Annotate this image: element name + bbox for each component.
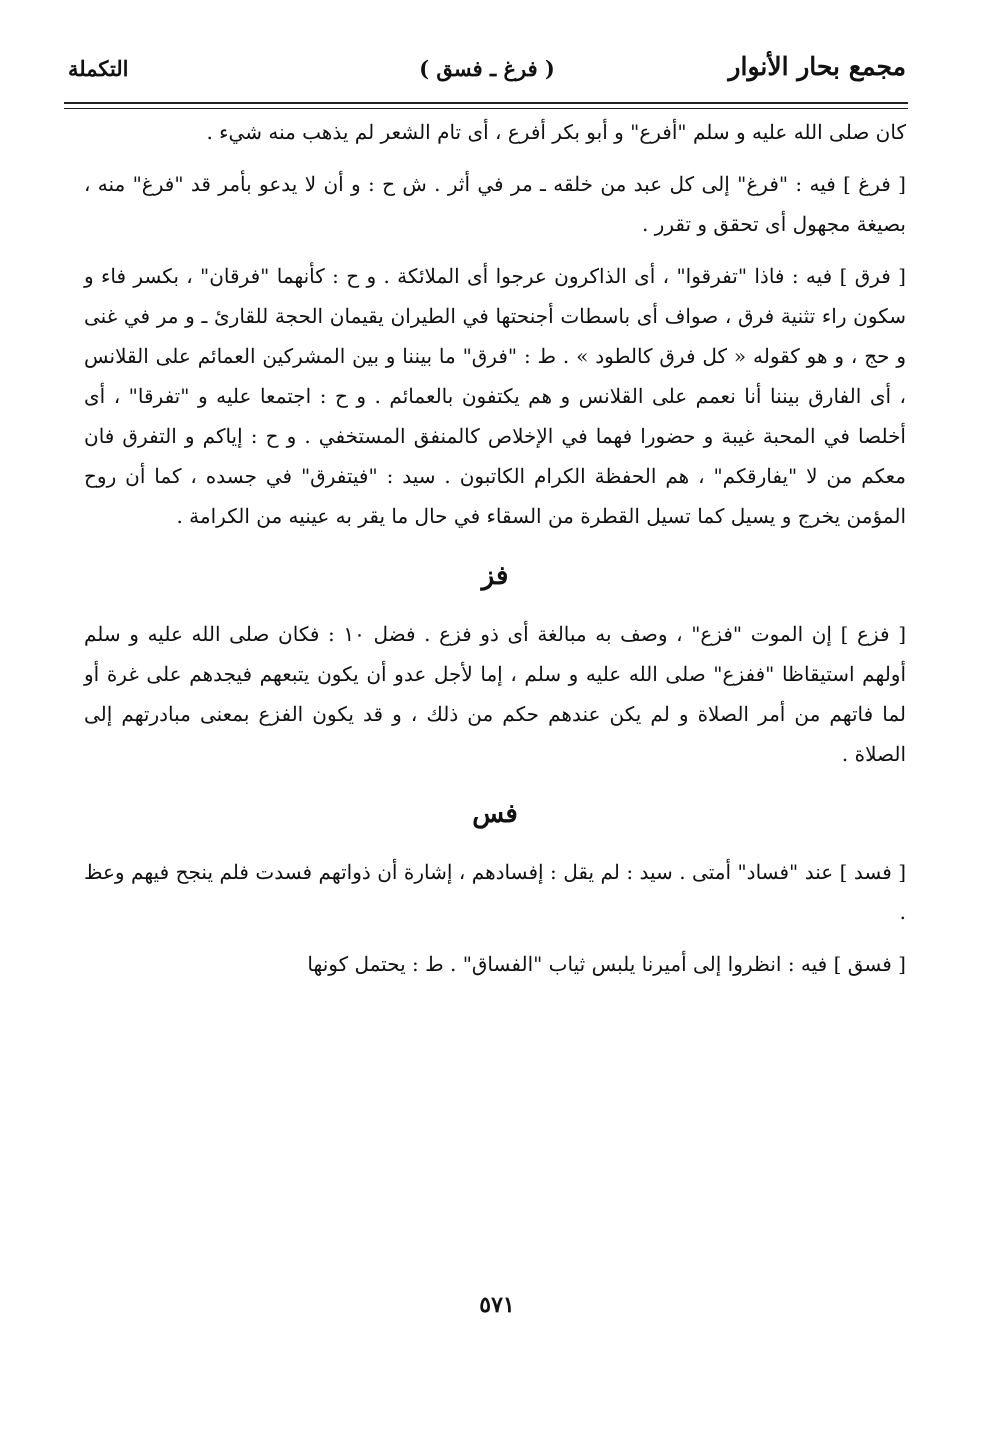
paragraph: [ فسق ] فيه : انظروا إلى أميرنا يلبس ثياب "الفساق" . ط : يحتمل كونها [307,952,906,976]
section-label: التكملة [68,56,129,81]
header-rule-thin [64,108,908,109]
header-rule [64,102,908,104]
section-heading: فز [481,561,509,591]
entry-range: ( فرغ ـ فسق ) [419,56,555,81]
paragraph: كان صلى الله عليه و سلم "أفرع" و أبو بكر أفرع ، أى تام الشعر لم يذهب منه شيء . [206,120,906,144]
running-header [68,48,906,96]
book-title: مجمع بحار الأنوار [728,52,906,81]
page-number: ٥٧١ [479,1292,515,1318]
paragraph: [ فرق ] فيه : فاذا "تفرقوا" ، أى الذاكرون عرجوا أى الملائكة . و ح : كأنهما "فرقان" ، بكسر فاء و سكون راء تثنية فرق ، صواف أى باسطات أجنحتها في الطيران يقيمان الحجة للقارئ ـ و مر في غنى و حج ، و هو كقوله « كل فرق كالطود » . ط : "فرق" ما بيننا و بين المشركين العمائم على القلانس ، أى الفارق بيننا أنا نعمم على القلانس و هم يكتفون بالعمائم . و ح : اجتمعا عليه و "تفرقا" ، أى أخلصا في المحبة غيبة و حضورا فهما في الإخلاص كالمنفق المستخفي . و ح : إياكم و التفرق فان معكم من لا "يفارقكم" ، هم الحفظة الكرام الكاتبون . سيد : "فيتفرق" في جسده ، كما أن روح المؤمن يخرج و يسيل كما تسيل القطرة من السقاء في حال ما يقر به عينيه من الكرامة . [84,264,906,528]
paragraph: [ فسد ] عند "فساد" أمتى . سيد : لم يقل : إفسادهم ، إشارة أن ذواتهم فسدت فلم ينجح فيهم وعظ . [84,860,907,924]
main-text [84,112,906,996]
section-heading: فس [472,799,518,829]
paragraph: [ فرغ ] فيه : "فرغ" إلى كل عبد من خلقه ـ مر في أثر . ش ح : و أن لا يدعو بأمر قد "فرغ" منه ، بصيغة مجهول أى تحقق و تقرر . [84,172,906,236]
paragraph: [ فزع ] إن الموت "فزع" ، وصف به مبالغة أى ذو فزع . فضل ١٠ : فكان صلى الله عليه و سلم أولهم استيقاظا "ففزع" صلى الله عليه و سلم ، إما لأجل عدو أن يكون يتبعهم فيجدهم على غرة أو لما فاتهم من أمر الصلاة و لم يكن عندهم حكم من ذلك ، و قد يكون الفزع بمعنى مبادرتهم إلى الصلاة . [84,622,906,766]
